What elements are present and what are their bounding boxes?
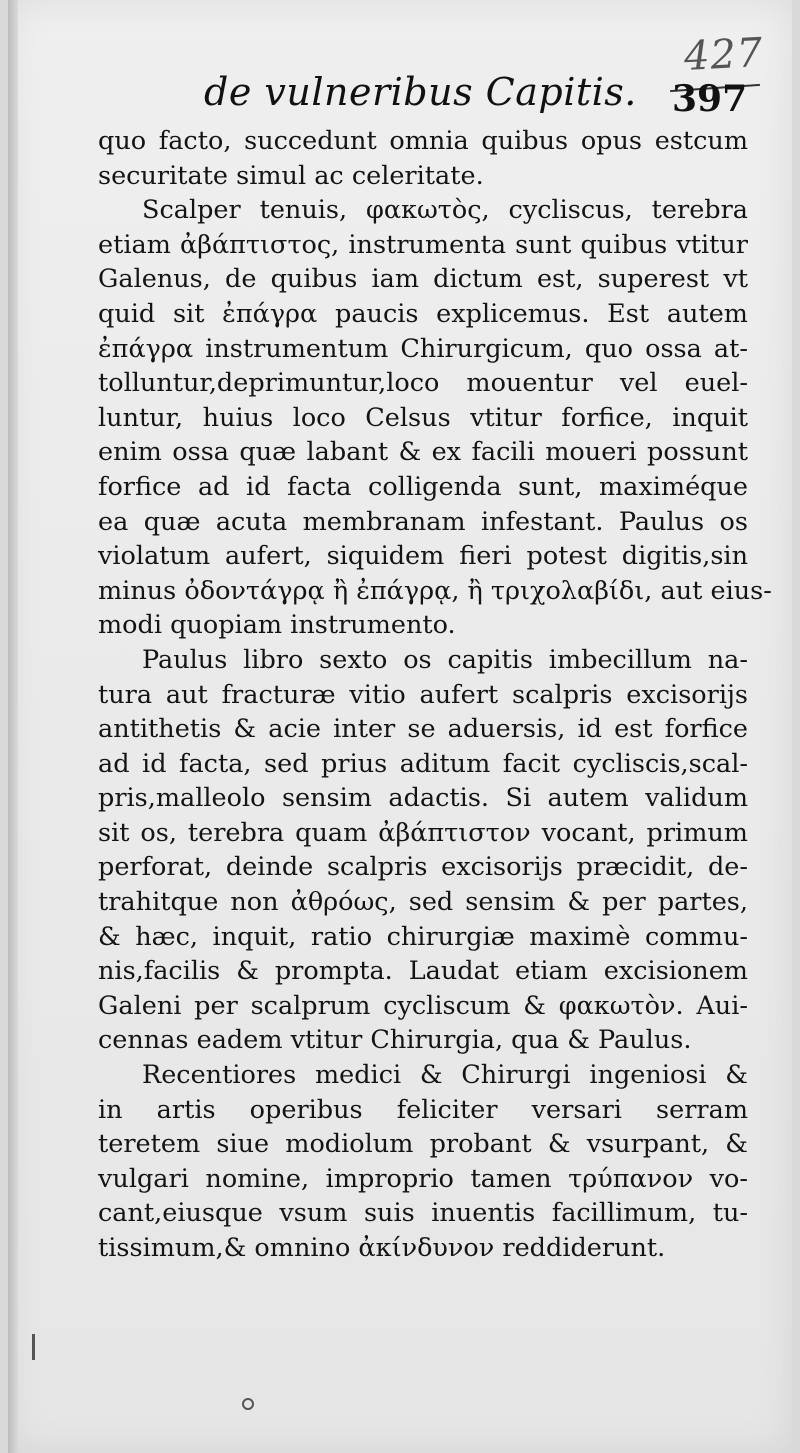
text-line: forfice ad id facta colligenda sunt, maximéque (98, 471, 748, 502)
text-line: perforat, deinde scalpris excisorijs præcidit, de- (98, 852, 748, 883)
text-line: quo facto, succedunt omnia quibus opus estcum (98, 126, 748, 156)
text-line: Scalper tenuis, φακωτὸς, cycliscus, terebra (142, 195, 748, 226)
margin-mark (32, 1334, 35, 1360)
text-line: tura aut fracturæ vitio aufert scalpris excisorijs (98, 679, 748, 710)
text-line: Galenus, de quibus iam dictum est, superest vt (98, 264, 748, 295)
page-edge-shadow (8, 0, 18, 1453)
text-line: modi quopiam instrumento. (98, 610, 456, 641)
text-line: nis,facilis & prompta. Laudat etiam excisionem (98, 956, 748, 987)
text-line: vulgari nomine, improprio tamen τρύπανον vo- (98, 1163, 748, 1194)
text-line: ἐπάγρα instrumentum Chirurgicum, quo ossa at- (98, 333, 748, 364)
text-line: ad id facta, sed prius aditum facit cycliscis,scal- (98, 748, 748, 779)
text-line: quid sit ἐπάγρα paucis explicemus. Est autem (98, 298, 748, 329)
text-line: teretem siue modiolum probant & vsurpant, & (98, 1129, 748, 1160)
text-line: sit os, terebra quam ἀβάπτιστον vocant, primum (98, 817, 748, 848)
text-line: trahitque non ἀθρόως, sed sensim & per partes, (98, 887, 748, 918)
text-line: tolluntur,deprimuntur,loco mouentur vel euel- (98, 368, 748, 399)
text-line: violatum aufert, siquidem fieri potest digitis,sin (98, 541, 748, 572)
text-line: etiam ἀβάπτιστος, instrumenta sunt quibus vtitur (98, 229, 748, 260)
running-head: de vulneribus Capitis. (204, 70, 637, 114)
text-line: luntur, huius loco Celsus vtitur forfice, inquit (98, 402, 748, 433)
text-line: securitate simul ac celeritate. (98, 160, 484, 191)
page-blemish (242, 1398, 254, 1410)
text-line: ea quæ acuta membranam infestant. Paulus os (98, 506, 748, 537)
body-text (98, 124, 772, 1266)
text-line: enim ossa quæ labant & ex facili moueri possunt (98, 437, 748, 468)
printed-page-number: 397 (672, 78, 748, 120)
text-line: cant,eiusque vsum suis inuentis facillimum, tu- (98, 1198, 748, 1229)
text-line: tissimum,& omnino ἀκίνδυνον reddiderunt. (98, 1233, 666, 1263)
text-line: Galeni per scalprum cycliscum & φακωτὸν. Aui- (98, 990, 748, 1021)
book-page (8, 0, 792, 1453)
text-line: in artis operibus feliciter versari serram (98, 1094, 748, 1125)
text-line: pris,malleolo sensim adactis. Si autem validum (98, 783, 748, 814)
text-line: & hæc, inquit, ratio chirurgiæ maximè commu- (98, 921, 748, 952)
text-line: Recentiores medici & Chirurgi ingeniosi & (142, 1060, 748, 1091)
text-line: minus ὀδοντάγρᾳ ἢ ἐπάγρᾳ, ἢ τριχολαβίδι, aut eius- (98, 575, 772, 606)
text-line: Paulus libro sexto os capitis imbecillum na- (142, 644, 748, 675)
text-line: cennas eadem vtitur Chirurgia, qua & Paulus. (98, 1025, 692, 1056)
handwritten-folio-number: 427 (682, 29, 765, 81)
text-line: antithetis & acie inter se aduersis, id est forfice (98, 714, 748, 745)
